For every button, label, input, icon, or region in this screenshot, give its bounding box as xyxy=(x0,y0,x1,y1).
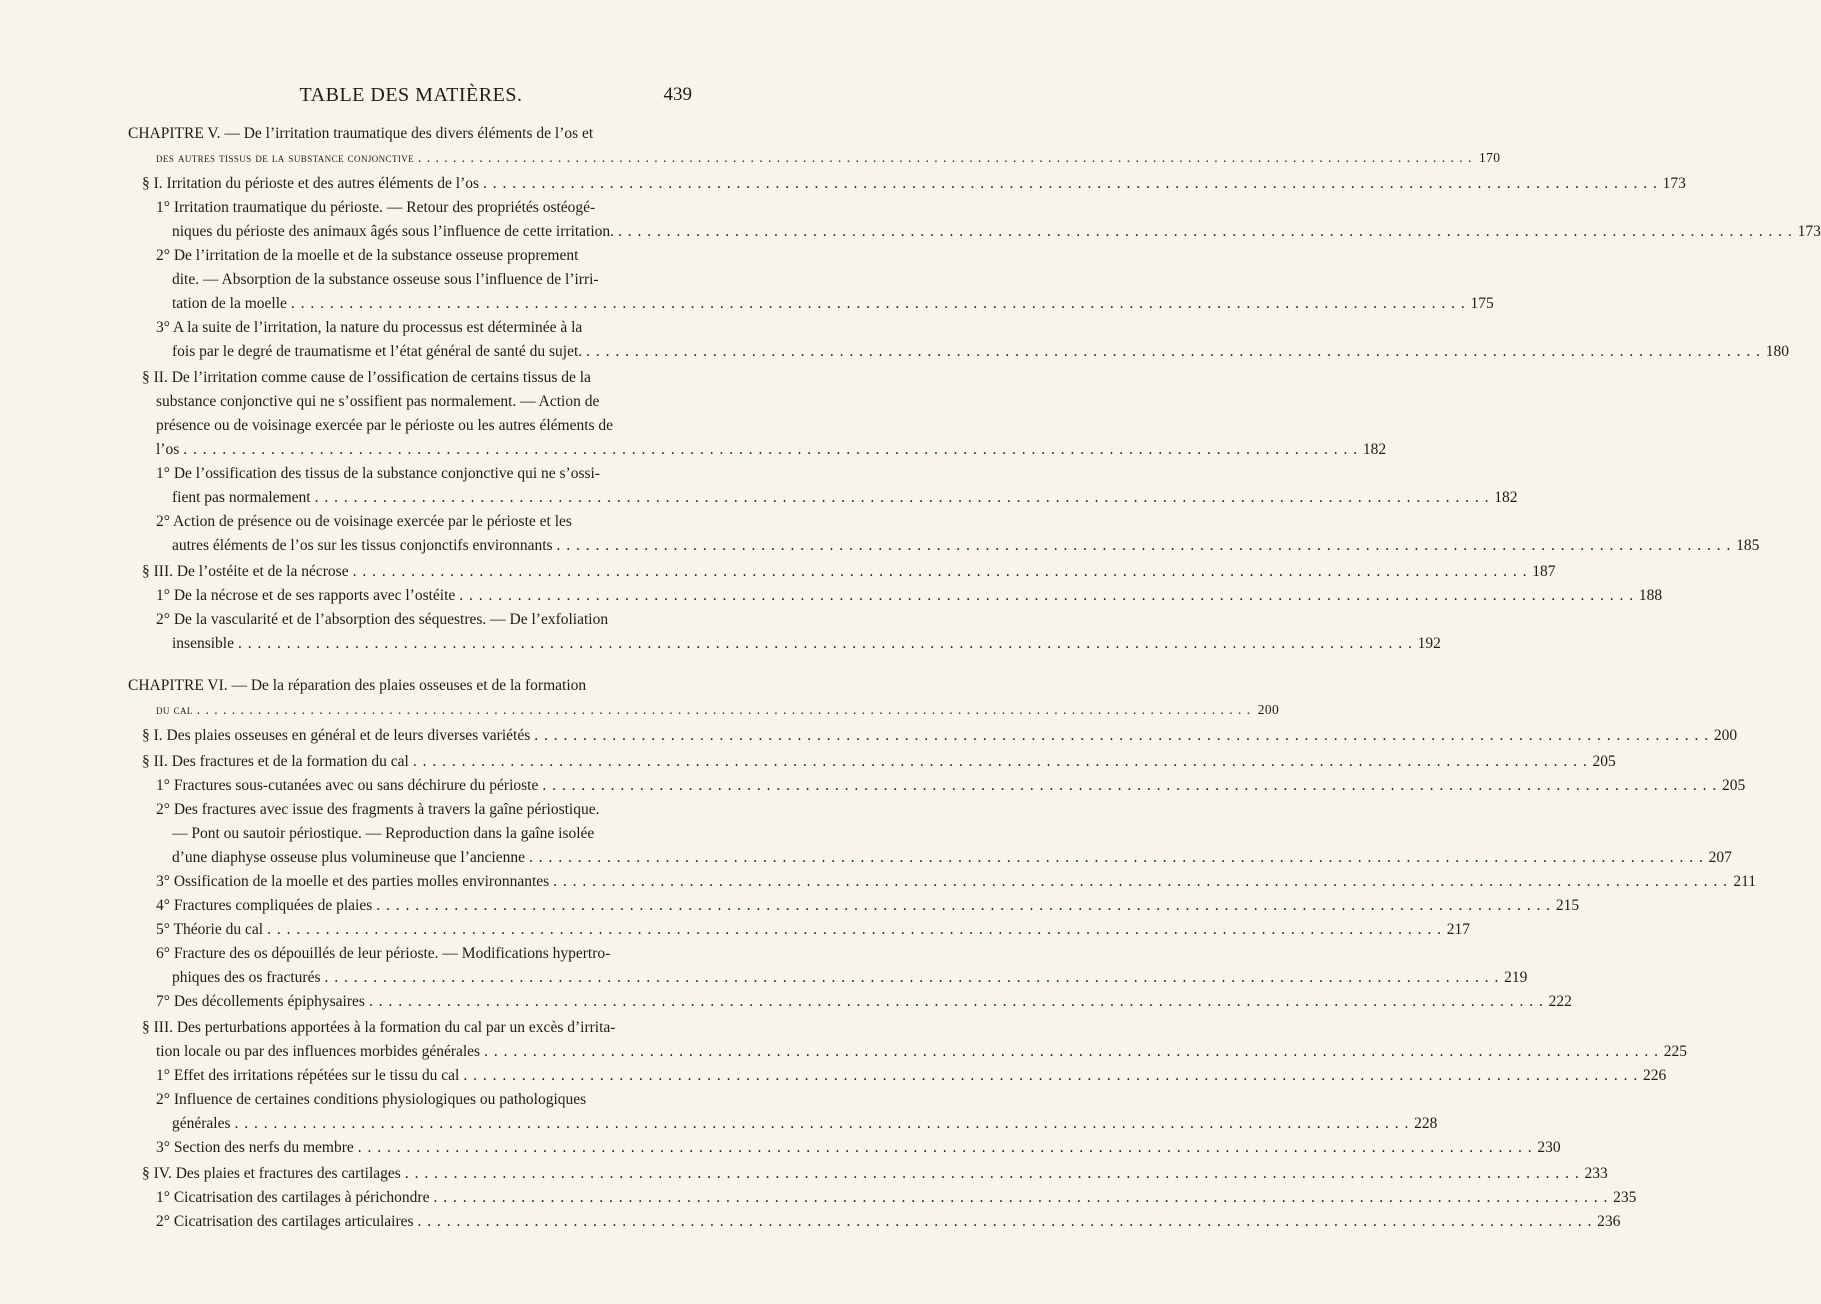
entry-page-number: 230 xyxy=(1537,1139,1561,1156)
toc-entry xyxy=(128,292,1494,316)
toc-entry xyxy=(128,1186,1637,1210)
toc-entry xyxy=(128,1088,696,1112)
dot-leader xyxy=(263,918,1446,942)
dot-leader xyxy=(193,698,1255,722)
toc-entry xyxy=(128,390,696,414)
toc-entry xyxy=(128,966,1528,990)
entry-text: CHAPITRE VI. — De la réparation des plaies osseuses et de la formation xyxy=(128,677,587,694)
entry-text: 2° Influence de certaines conditions physiologiques ou pathologiques xyxy=(156,1091,587,1108)
dot-leader xyxy=(429,1186,1612,1210)
entry-text: 2° Action de présence ou de voisinage exercée par le périoste et les xyxy=(156,513,572,530)
entry-page-number: 235 xyxy=(1613,1189,1637,1206)
entry-text: § II. Des fractures et de la formation du cal xyxy=(142,753,409,770)
toc-entry xyxy=(128,608,696,632)
toc-entry xyxy=(128,340,1790,364)
dot-leader xyxy=(530,724,1713,748)
page-header xyxy=(130,84,692,110)
dot-leader xyxy=(234,632,1417,656)
entry-text: 1° Effet des irritations répétées sur le tissu du cal xyxy=(156,1067,460,1084)
toc-entry xyxy=(128,870,1757,894)
entry-text: § II. De l’irritation comme cause de l’ossification de certains tissus de la xyxy=(142,369,591,386)
entry-text: 1° De la nécrose et de ses rapports avec l’ostéite xyxy=(156,587,456,604)
entry-text: tion locale ou par des influences morbides générales xyxy=(156,1043,481,1060)
dot-leader xyxy=(459,1064,1642,1088)
toc-entry xyxy=(128,698,1280,722)
entry-text: — Pont ou sautoir périostique. — Reproduction dans la gaîne isolée xyxy=(172,825,595,842)
entry-page-number: 175 xyxy=(1470,295,1494,312)
entry-text: des autres tissus de la substance conjonctive xyxy=(156,150,415,165)
entry-text: 2° Des fractures avec issue des fragments à travers la gaîne périostique. xyxy=(156,801,600,818)
entry-text: phiques des os fracturés xyxy=(172,969,321,986)
toc-entry xyxy=(128,1064,1667,1088)
dot-leader xyxy=(321,966,1504,990)
entry-page-number: 192 xyxy=(1417,635,1441,652)
dot-leader xyxy=(287,292,1470,316)
entry-page-number: 226 xyxy=(1642,1067,1667,1084)
entry-text: 7° Des décollements épiphysaires xyxy=(156,993,365,1010)
entry-page-number: 170 xyxy=(1478,150,1501,165)
entry-page-number: 200 xyxy=(1257,702,1280,717)
toc-entry xyxy=(128,1210,1621,1234)
entry-page-number: 205 xyxy=(1592,753,1616,770)
dot-leader xyxy=(582,340,1765,364)
entry-text: 2° De la vascularité et de l’absorption des séquestres. — De l’exfoliation xyxy=(156,611,609,628)
dot-leader xyxy=(179,438,1362,462)
toc-entry xyxy=(128,510,696,534)
entry-text: dite. — Absorption de la substance osseuse sous l’influence de l’irri- xyxy=(172,271,599,288)
entry-text: 4° Fractures compliquées de plaies xyxy=(156,897,373,914)
chapter-6-heading xyxy=(128,674,696,698)
entry-page-number: 225 xyxy=(1663,1043,1687,1060)
entry-page-number: 182 xyxy=(1494,489,1518,506)
entry-text: 3° A la suite de l’irritation, la nature du processus est déterminée à la xyxy=(156,319,583,336)
toc-entry xyxy=(128,534,1760,558)
entry-page-number: 219 xyxy=(1504,969,1528,986)
entry-page-number: 188 xyxy=(1638,587,1663,604)
entry-text: CHAPITRE V. — De l’irritation traumatique des divers éléments de l’os et xyxy=(128,125,594,142)
entry-text: § III. Des perturbations apportées à la formation du cal par un excès d’irrita- xyxy=(142,1019,616,1036)
toc-entry xyxy=(128,774,1746,798)
toc-entry xyxy=(128,1136,1561,1160)
toc-entry xyxy=(128,414,696,438)
toc-entry xyxy=(128,146,1501,170)
toc-entry xyxy=(128,196,696,220)
dot-leader xyxy=(455,584,1638,608)
toc-entry xyxy=(128,584,1663,608)
toc-entry xyxy=(128,316,696,340)
entry-text: 3° Ossification de la moelle et des parties molles environnantes xyxy=(156,873,550,890)
entry-text: § III. De l’ostéite et de la nécrose xyxy=(142,563,349,580)
entry-page-number: 173 xyxy=(1797,223,1821,240)
toc-entry xyxy=(128,1016,696,1040)
toc-entry xyxy=(128,486,1518,510)
toc-entry xyxy=(128,750,1616,774)
dot-leader xyxy=(401,1162,1584,1186)
entry-page-number: 185 xyxy=(1736,537,1760,554)
dot-leader xyxy=(480,1040,1663,1064)
toc-entry xyxy=(128,632,1441,656)
entry-text: autres éléments de l’os sur les tissus conjonctifs environnants xyxy=(172,537,553,554)
dot-leader xyxy=(549,870,1732,894)
entry-text: fois par le degré de traumatisme et l’état général de santé du sujet. xyxy=(172,343,583,360)
dot-leader xyxy=(231,1112,1414,1136)
dot-leader xyxy=(614,220,1797,244)
entry-text: tation de la moelle xyxy=(172,295,287,312)
entry-text: 2° Cicatrisation des cartilages articulaires xyxy=(156,1213,414,1230)
toc-entry xyxy=(128,560,1556,584)
dot-leader xyxy=(553,534,1736,558)
entry-text: l’os xyxy=(156,441,180,458)
toc-entry xyxy=(128,990,1572,1014)
entry-page-number: 182 xyxy=(1362,441,1387,458)
entry-page-number: 228 xyxy=(1414,1115,1438,1132)
entry-text: 5° Théorie du cal xyxy=(156,921,264,938)
running-title: TABLE DES MATIÈRES. xyxy=(299,84,523,106)
dot-leader xyxy=(525,846,1708,870)
dot-leader xyxy=(414,1210,1597,1234)
toc-entry xyxy=(128,172,1686,196)
dot-leader xyxy=(479,172,1662,196)
entry-page-number: 207 xyxy=(1708,849,1732,866)
entry-text: 1° De l’ossification des tissus de la substance conjonctive qui ne s’ossi- xyxy=(156,465,600,482)
entry-text: § I. Des plaies osseuses en général et de leurs diverses variétés xyxy=(142,727,531,744)
entry-text: 1° Fractures sous-cutanées avec ou sans déchirure du périoste xyxy=(156,777,539,794)
entry-text: 6° Fracture des os dépouillés de leur périoste. — Modifications hypertro- xyxy=(156,945,611,962)
toc-entry xyxy=(128,1040,1687,1064)
entry-page-number: 222 xyxy=(1548,993,1572,1010)
dot-leader xyxy=(349,560,1532,584)
dot-leader xyxy=(409,750,1592,774)
entry-page-number: 215 xyxy=(1555,897,1580,914)
dot-leader xyxy=(365,990,1548,1014)
entry-page-number: 180 xyxy=(1765,343,1790,360)
toc-entry xyxy=(128,846,1732,870)
toc-entry xyxy=(128,822,696,846)
entry-page-number: 211 xyxy=(1733,873,1757,890)
toc-entry xyxy=(128,942,696,966)
entry-page-number: 236 xyxy=(1597,1213,1621,1230)
toc-entry xyxy=(128,220,1821,244)
entry-page-number: 205 xyxy=(1722,777,1746,794)
toc-entry xyxy=(128,798,696,822)
entry-text: 3° Section des nerfs du membre xyxy=(156,1139,354,1156)
entry-text: substance conjonctive qui ne s’ossifient pas normalement. — Action de xyxy=(156,393,600,410)
toc-entry xyxy=(128,438,1387,462)
entry-page-number: 217 xyxy=(1446,921,1470,938)
entry-text: d’une diaphyse osseuse plus volumineuse que l’ancienne xyxy=(172,849,525,866)
entry-text: 1° Irritation traumatique du périoste. — Retour des propriétés ostéogé- xyxy=(156,199,596,216)
toc-entry xyxy=(128,918,1470,942)
entry-text: 1° Cicatrisation des cartilages à périchondre xyxy=(156,1189,430,1206)
entry-text: § I. Irritation du périoste et des autres éléments de l’os xyxy=(142,175,480,192)
entry-text: insensible xyxy=(172,635,234,652)
toc-entry xyxy=(128,1162,1608,1186)
toc-entry xyxy=(128,366,696,390)
entry-text: générales xyxy=(172,1115,231,1132)
entry-text: fient pas normalement xyxy=(172,489,311,506)
entry-page-number: 173 xyxy=(1662,175,1686,192)
toc-entry xyxy=(128,1112,1438,1136)
dot-leader xyxy=(538,774,1721,798)
toc-entry xyxy=(128,462,696,486)
entry-page-number: 233 xyxy=(1584,1165,1608,1182)
toc-entry xyxy=(128,244,696,268)
entry-text: 2° De l’irritation de la moelle et de la substance osseuse proprement xyxy=(156,247,579,264)
dot-leader xyxy=(372,894,1555,918)
toc-entry xyxy=(128,894,1580,918)
chapter-5-heading xyxy=(128,122,696,146)
dot-leader xyxy=(354,1136,1537,1160)
toc-entry xyxy=(128,268,696,292)
toc-entry xyxy=(128,724,1738,748)
entry-text: niques du périoste des animaux âgés sous l’influence de cette irritation. xyxy=(172,223,615,240)
page-number: 439 xyxy=(663,84,692,105)
entry-page-number: 200 xyxy=(1713,727,1738,744)
entry-text: présence ou de voisinage exercée par le périoste ou les autres éléments de xyxy=(156,417,614,434)
entry-text: § IV. Des plaies et fractures des cartilages xyxy=(142,1165,401,1182)
entry-page-number: 187 xyxy=(1532,563,1556,580)
dot-leader xyxy=(311,486,1494,510)
entry-text: du cal xyxy=(156,702,193,717)
dot-leader xyxy=(414,146,1476,170)
